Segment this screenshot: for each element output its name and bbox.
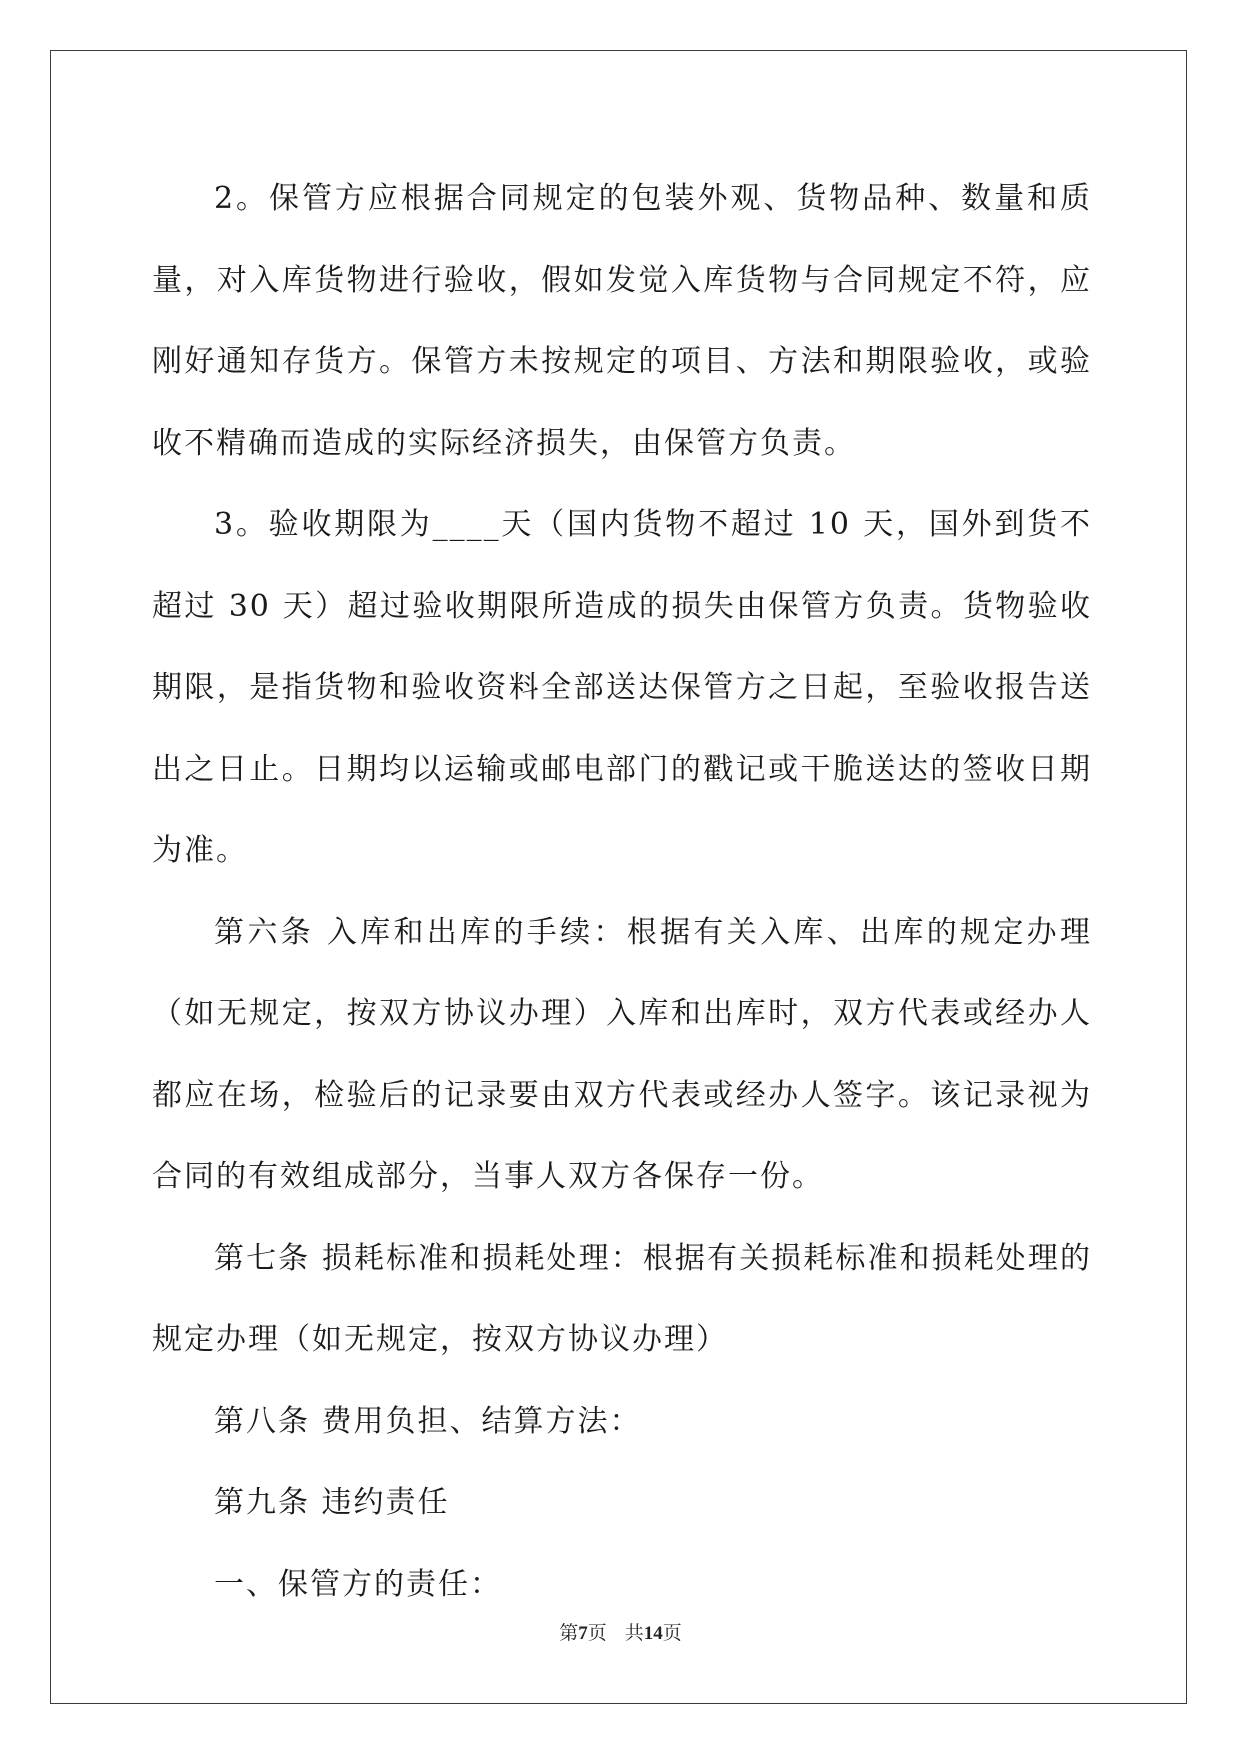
document-body xyxy=(152,158,1092,1625)
paragraph-article-6: 第六条 入库和出库的手续：根据有关入库、出库的规定办理（如无规定，按双方协议办理）入库和出库时，双方代表或经办人都应在场，检验后的记录要由双方代表或经办人签字。该记录视为合同的有效组成部分，当事人双方各保存一份。 xyxy=(152,914,1092,1194)
paragraph-custodian-duty: 一、保管方的责任： xyxy=(214,1566,502,1602)
footer-total-pages: 14 xyxy=(643,1623,663,1644)
footer-prefix: 第 xyxy=(559,1623,579,1644)
footer-total-suffix: 页 xyxy=(662,1623,682,1644)
paragraph-item-3: 3。验收期限为____天（国内货物不超过 10 天，国外到货不超过 30 天）超过验收期限所造成的损失由保管方负责。货物验收期限，是指货物和验收资料全部送达保管方之日起，至验收报告送出之日止。日期均以运输或邮电部门的戳记或干脆送达的签收日期为准。 xyxy=(152,507,1092,868)
paragraph-article-7: 第七条 损耗标准和损耗处理：根据有关损耗标准和损耗处理的规定办理（如无规定，按双方协议办理） xyxy=(152,1240,1092,1357)
paragraph-article-8: 第八条 费用负担、结算方法： xyxy=(214,1403,642,1439)
page-footer xyxy=(0,1618,1241,1645)
footer-total-prefix: 共 xyxy=(624,1623,644,1644)
footer-page-number: 7 xyxy=(578,1623,588,1644)
paragraph-item-2: 2。保管方应根据合同规定的包装外观、货物品种、数量和质量，对入库货物进行验收，假如发觉入库货物与合同规定不符，应刚好通知存货方。保管方未按规定的项目、方法和期限验收，或验收不精确而造成的实际经济损失，由保管方负责。 xyxy=(152,181,1092,461)
footer-page-suffix: 页 xyxy=(587,1623,607,1644)
paragraph-article-9: 第九条 违约责任 xyxy=(214,1485,450,1520)
